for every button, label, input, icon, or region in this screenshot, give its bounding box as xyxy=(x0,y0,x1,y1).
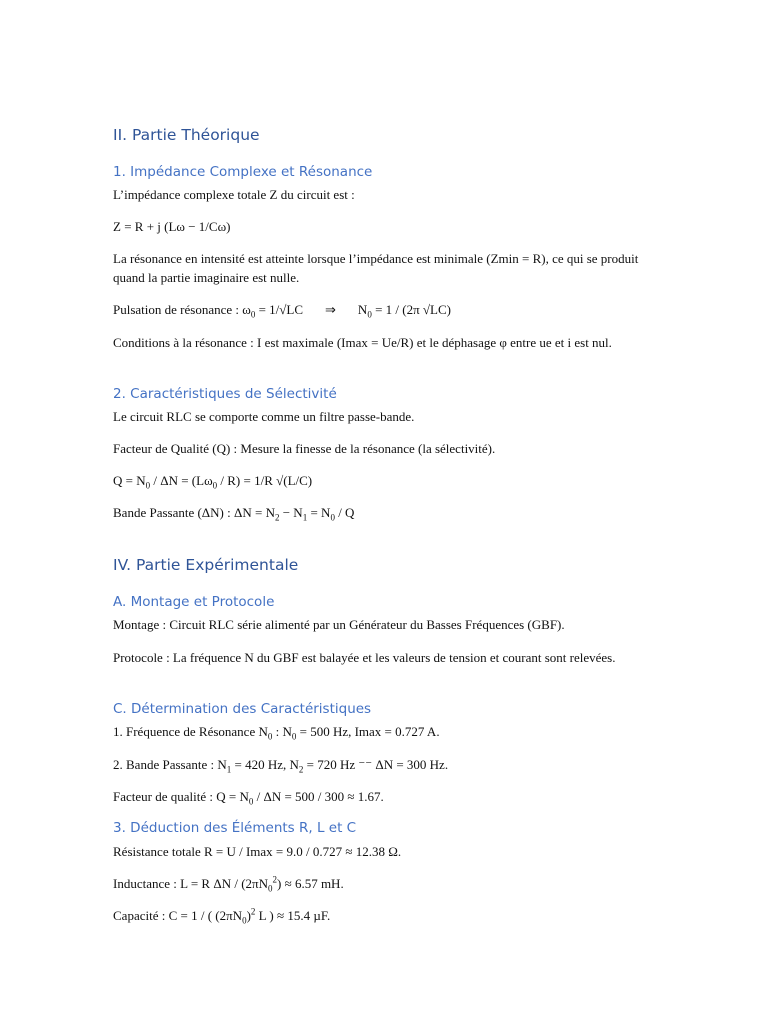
paragraph-filtre: Le circuit RLC se comporte comme un filtre passe-bande. xyxy=(113,409,415,424)
ind-subscript: 0 xyxy=(267,883,273,894)
ind-part: ) ≈ 6.57 mH. xyxy=(276,876,344,891)
bp-eq-subscript: 0 xyxy=(330,512,335,523)
paragraph-facteur-qualite: Facteur de Qualité (Q) : Mesure la finesse de la résonance (la sélectivité). xyxy=(113,441,496,456)
fr-part: = 500 Hz, Imax = 0.727 A. xyxy=(296,724,440,739)
heading-selectivite: 2. Caractéristiques de Sélectivité xyxy=(113,386,337,402)
q-eq-part: / ΔN = (Lω xyxy=(150,473,213,488)
paragraph-impedance-intro: L’impédance complexe totale Z du circuit est : xyxy=(113,187,355,202)
heading-determination-caracteristiques: C. Détermination des Caractéristiques xyxy=(113,701,372,717)
fq-subscript: 0 xyxy=(248,796,254,807)
q-eq-part: Q = N xyxy=(113,473,146,488)
heading-partie-theorique: II. Partie Théorique xyxy=(113,126,260,144)
line-inductance xyxy=(113,874,653,893)
cap-part: ) xyxy=(246,908,251,923)
ind-part: Inductance : L = R ΔN / (2πN xyxy=(113,876,268,891)
bp-subscript: 1 xyxy=(226,764,232,775)
n0-subscript: 0 xyxy=(367,309,372,320)
line-frequence-resonance xyxy=(113,722,653,741)
bp-part: = 720 Hz ⁻⁻ ΔN = 300 Hz. xyxy=(303,757,449,772)
equation-q xyxy=(113,471,653,490)
cap-subscript: 0 xyxy=(242,915,247,926)
paragraph-conditions-resonance: Conditions à la résonance : I est maximale (Imax = Ue/R) et le déphasage φ entre ue et i est nul. xyxy=(113,335,612,350)
bp-eq-subscript: 2 xyxy=(274,512,280,523)
cap-part: L ) ≈ 15.4 µF. xyxy=(255,908,331,923)
fr-subscript: 0 xyxy=(291,731,297,742)
heading-deduction-elements: 3. Déduction des Éléments R, L et C xyxy=(113,820,357,836)
bp-eq-part: = N xyxy=(307,505,331,520)
cap-part: Capacité : C = 1 / ( (2πN xyxy=(113,908,243,923)
fr-part: : N xyxy=(272,724,292,739)
fr-subscript: 0 xyxy=(267,731,273,742)
implies-symbol: ⇒ xyxy=(325,302,336,317)
bp-eq-part: − N xyxy=(279,505,303,520)
line-facteur-qualite xyxy=(113,787,653,806)
equation-bande-passante xyxy=(113,503,653,522)
bp-part: = 420 Hz, N xyxy=(231,757,299,772)
line-capacite xyxy=(113,906,653,925)
q-eq-subscript: 0 xyxy=(145,480,151,491)
fq-part: Facteur de qualité : Q = N xyxy=(113,789,249,804)
equation-pulsation xyxy=(113,300,653,319)
paragraph-montage: Montage : Circuit RLC série alimenté par un Générateur du Basses Fréquences (GBF). xyxy=(113,617,565,632)
equation-z: Z = R + j (Lω − 1/Cω) xyxy=(113,219,231,234)
pulsation-label: Pulsation de résonance : ω xyxy=(113,302,251,317)
q-eq-part: / R) = 1/R √(L/C) xyxy=(217,473,313,488)
n0-label: N xyxy=(357,302,368,317)
n0-equation: = 1 / (2π √LC) xyxy=(371,302,451,317)
q-eq-subscript: 0 xyxy=(212,480,218,491)
paragraph-resonance: La résonance en intensité est atteinte lorsque l’impédance est minimale (Zmin = R), ce qui se produit quand la partie imaginaire est nulle. xyxy=(113,251,639,285)
fq-part: / ΔN = 500 / 300 ≈ 1.67. xyxy=(253,789,384,804)
pulsation-subscript: 0 xyxy=(250,309,256,320)
pulsation-equation: = 1/√LC xyxy=(255,302,304,317)
ind-superscript: 2 xyxy=(272,874,277,885)
paragraph-protocole: Protocole : La fréquence N du GBF est balayée et les valeurs de tension et courant sont relevées. xyxy=(113,650,616,665)
heading-montage-protocole: A. Montage et Protocole xyxy=(113,594,275,610)
bp-eq-part: / Q xyxy=(334,505,355,520)
bp-subscript: 2 xyxy=(298,764,304,775)
line-bande-passante xyxy=(113,755,653,774)
heading-impedance-complexe: 1. Impédance Complexe et Résonance xyxy=(113,164,373,180)
line-resistance: Résistance totale R = U / Imax = 9.0 / 0.727 ≈ 12.38 Ω. xyxy=(113,844,402,859)
heading-partie-experimentale: IV. Partie Expérimentale xyxy=(113,556,299,574)
bp-eq-part: Bande Passante (ΔN) : ΔN = N xyxy=(113,505,275,520)
cap-superscript: 2 xyxy=(250,906,256,917)
fr-part: 1. Fréquence de Résonance N xyxy=(113,724,268,739)
bp-part: 2. Bande Passante : N xyxy=(113,757,227,772)
bp-eq-subscript: 1 xyxy=(302,512,308,523)
